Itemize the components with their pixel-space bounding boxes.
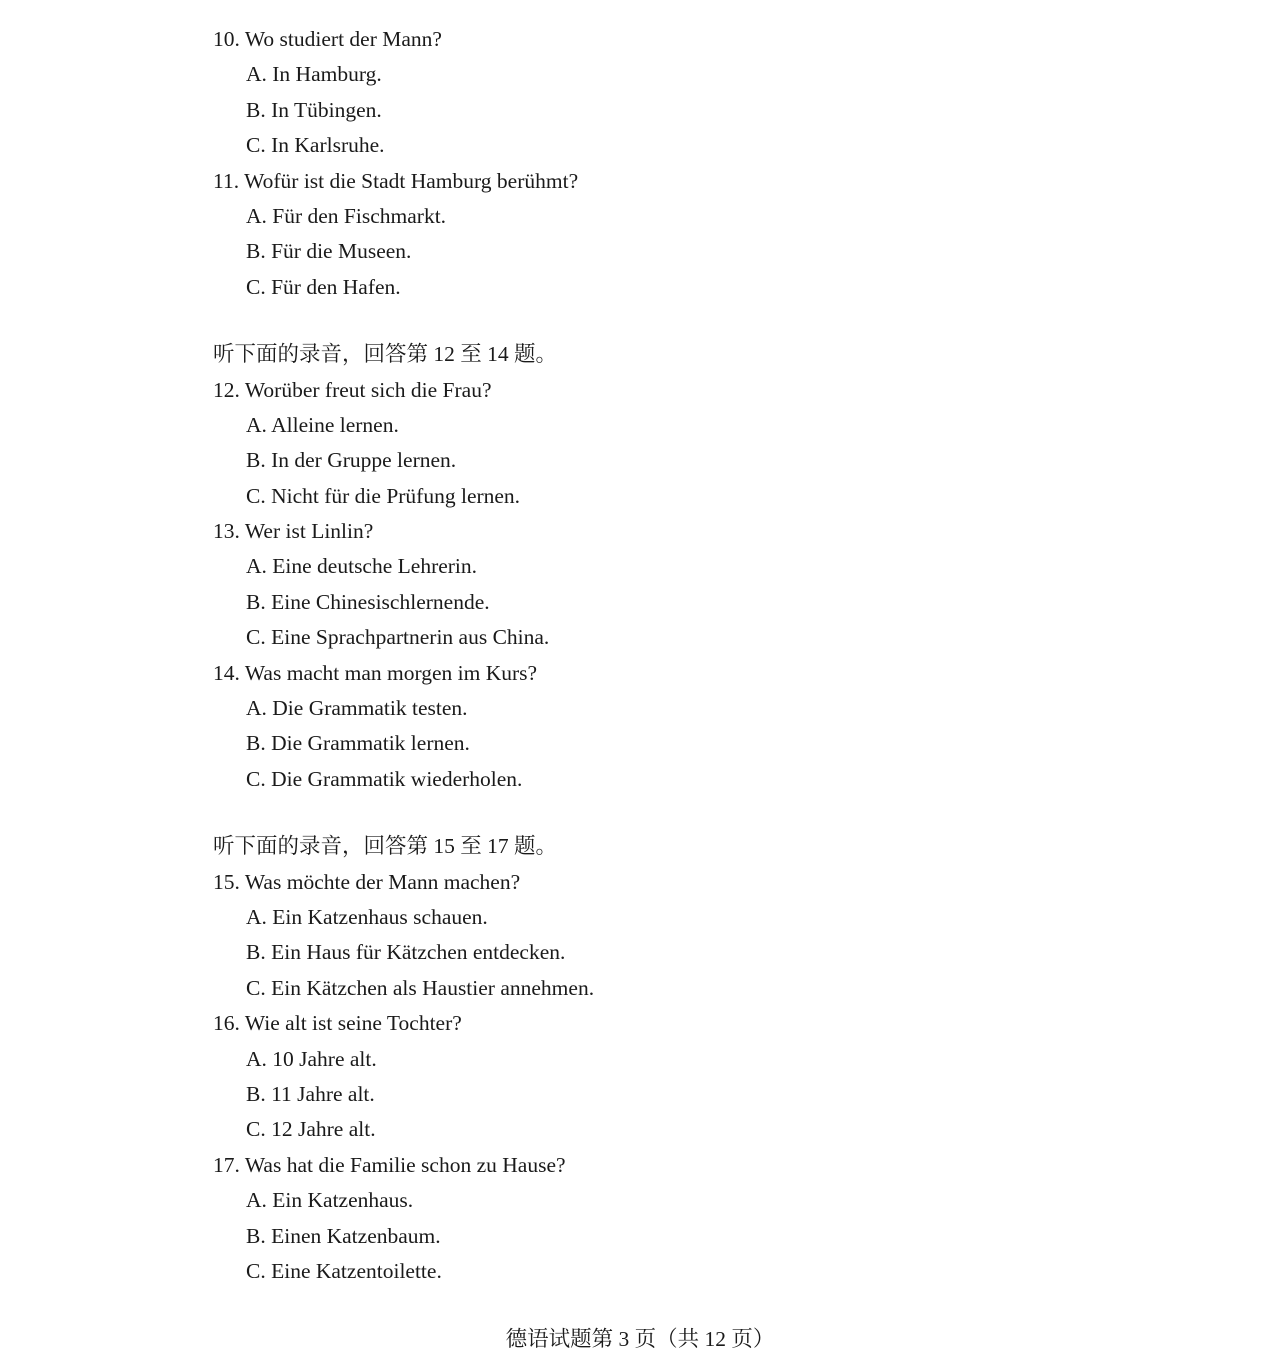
q13-option-c: C. Eine Sprachpartnerin aus China. [246,625,550,650]
q11-option-c: C. Für den Hafen. [246,274,401,299]
q10-option-b: B. In Tübingen. [246,97,382,122]
q15-option-b: B. Ein Haus für Kätzchen entdecken. [246,940,566,965]
section-spacer [213,305,1113,337]
q14-option-a: A. Die Grammatik testen. [246,696,468,721]
q12-option-a: A. Alleine lernen. [246,412,399,437]
q10-option-c: C. In Karlsruhe. [246,133,385,158]
q11-option-a: A. Für den Fischmarkt. [246,203,447,228]
q17-option-b: B. Einen Katzenbaum. [246,1223,441,1248]
q14-option-b: B. Die Grammatik lernen. [246,731,470,756]
q12-option-b: B. In der Gruppe lernen. [246,448,457,473]
question-17: 17. Was hat die Familie schon zu Hause? [213,1152,566,1177]
question-16: 16. Wie alt ist seine Tochter? [213,1011,462,1036]
q13-option-a: A. Eine deutsche Lehrerin. [246,554,478,579]
q15-option-c: C. Ein Kätzchen als Haustier annehmen. [246,975,595,1000]
page-footer: 德语试题第 3 页（共 12 页） [505,1327,775,1351]
q11-option-b: B. Für die Museen. [246,239,412,264]
q13-option-b: B. Eine Chinesischlernende. [246,589,490,614]
q10-option-a: A. In Hamburg. [246,62,382,87]
q12-option-c: C. Nicht für die Prüfung lernen. [246,483,521,508]
q16-option-a: A. 10 Jahre alt. [246,1046,377,1071]
q16-option-c: C. 12 Jahre alt. [246,1117,376,1142]
q15-option-a: A. Ein Katzenhaus schauen. [246,904,488,929]
q16-option-b: B. 11 Jahre alt. [246,1081,375,1106]
section-instruction-12-14: 听下面的录音，回答第 12 至 14 题。 [213,342,558,367]
q14-option-c: C. Die Grammatik wiederholen. [246,766,523,791]
q17-option-c: C. Eine Katzentoilette. [246,1258,442,1283]
question-10: 10. Wo studiert der Mann? [213,27,442,51]
question-12: 12. Worüber freut sich die Frau? [213,377,492,402]
question-11: 11. Wofür ist die Stadt Hamburg berühmt? [213,168,579,193]
section-spacer [213,797,1113,829]
q17-option-a: A. Ein Katzenhaus. [246,1188,414,1213]
question-13: 13. Wer ist Linlin? [213,519,374,544]
section-instruction-15-17: 听下面的录音，回答第 15 至 17 题。 [213,834,558,859]
page-content [213,22,1113,1289]
question-15: 15. Was möchte der Mann machen? [213,869,521,894]
question-14: 14. Was macht man morgen im Kurs? [213,660,538,685]
